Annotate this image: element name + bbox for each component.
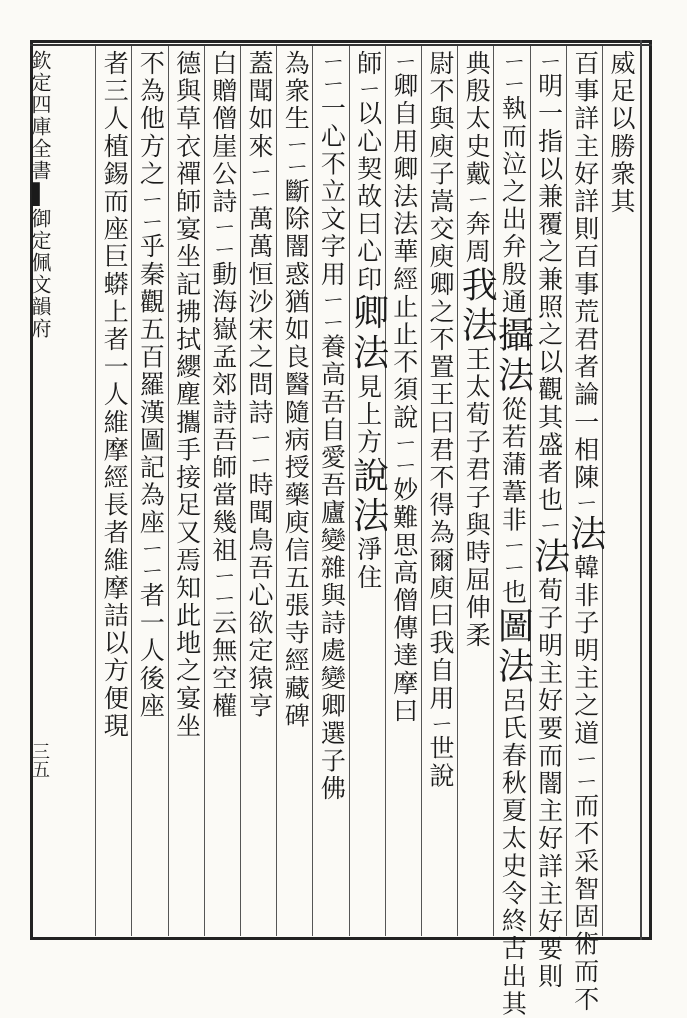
text-column (604, 50, 636, 216)
entry-heading: 卿 (347, 293, 389, 334)
column-text: 見上方 (353, 373, 383, 457)
column-text: 尉不與庾子嵩交庾卿之不置王曰君不得為爾庾曰我自用ㄧ (426, 50, 455, 735)
book-title: 欽定四庫全書 (28, 50, 52, 182)
column-text: 用ㄧㄧ養高吾自愛吾廬 (317, 260, 347, 527)
column-text: 從若蒲葦非ㄧㄧ也 (498, 396, 528, 607)
column-rule (95, 46, 96, 936)
text-column (278, 50, 310, 730)
column-text: 荀子明主好要而闇主好詳主好要則 (534, 576, 564, 991)
volume-title: 御定佩文韻府 (28, 208, 52, 340)
page-number: 三五 (29, 742, 50, 778)
column-text: 威足以勝衆其 (607, 50, 636, 216)
column-text: 典殷太史戴ㄧ奔周 (462, 50, 492, 266)
entry-heading: 法 (564, 514, 606, 555)
column-text: 韓非子明主之道ㄧㄧ而不采智固術而不 (570, 554, 600, 1014)
column-rule (421, 46, 422, 936)
text-column (133, 50, 165, 720)
separator-mark: ▌ (28, 182, 52, 208)
column-rule (204, 46, 205, 936)
column-text: 王太 (462, 345, 492, 402)
column-text: 百事詳主好詳則百事荒君者論一相陳 (570, 50, 600, 492)
entry-heading: 圖 (492, 606, 534, 647)
text-column (97, 50, 129, 740)
column-rule (131, 46, 132, 936)
column-text: 蓋聞如來ㄧㄧ萬萬恒沙宋之問詩ㄧㄧ時聞鳥吾心欲定猿亨 (245, 50, 274, 720)
column-rule (457, 46, 458, 936)
entry-heading: 法 (347, 496, 389, 537)
column-text: 子佛 (317, 747, 347, 803)
column-rule (530, 46, 531, 936)
column-rule (240, 46, 241, 936)
text-column (387, 50, 419, 725)
entry-heading: 法 (492, 356, 534, 396)
column-text: 世說 (426, 735, 455, 791)
column-text: 者三人植錫而座巨蟒上者一人維摩經長者維摩詰以方便現 (100, 50, 130, 740)
column-text: 荀子君子與時屈伸柔 (462, 401, 492, 650)
entry-heading: 法 (456, 305, 498, 346)
frame-inner-line (640, 40, 642, 940)
text-column (170, 50, 202, 740)
text-column (456, 50, 498, 650)
text-column (314, 50, 346, 803)
column-text: 變雜與詩處變卿選 (317, 526, 347, 748)
column-rule (312, 46, 313, 936)
column-rule (276, 46, 277, 936)
column-rule (168, 46, 169, 936)
column-text: 呂氏春秋夏太史令終古出其 (498, 686, 528, 1018)
text-column (423, 50, 455, 790)
entry-heading: 法 (528, 536, 570, 577)
text-column (564, 50, 606, 1014)
column-text: 師ㄧ以心契故曰心印 (353, 50, 383, 294)
column-text: 白贈僧崖公詩ㄧㄧ動海嶽孟郊詩吾師當幾祖ㄧㄧ云無空權 (208, 50, 238, 720)
column-text: 為衆生ㄧㄧ斷除闇惑猶如良醫隨病授藥庾信五張寺經藏碑 (281, 50, 311, 730)
column-text: ㄧ明一指以兼覆之兼照之以觀其盛者也 (534, 50, 564, 515)
column-text: 德與草衣禪師宴坐記拂拭纓塵攜手接足又焉知此地之宴坐 (172, 50, 202, 740)
column-rule (566, 46, 567, 936)
column-text: 淨住 (353, 536, 383, 592)
text-column (206, 50, 238, 720)
column-text: ㄧ卿自用卿法法華經止止不須說ㄧㄧ妙難思高僧傳達摩曰 (389, 50, 419, 725)
text-column (528, 50, 570, 991)
text-column (492, 50, 534, 1018)
column-text: ㄧ (534, 514, 564, 537)
entry-heading: 我 (456, 265, 498, 306)
entry-heading: 說 (347, 456, 389, 497)
entry-heading: 攝 (492, 316, 534, 356)
entry-heading: 法 (347, 333, 389, 374)
text-column (347, 50, 389, 592)
column-text: ㄧ (570, 491, 600, 515)
column-rule (493, 46, 494, 936)
frame-inner-line (30, 44, 652, 46)
margin-title (30, 50, 52, 340)
entry-heading: 法 (492, 646, 534, 687)
column-text: ㄧㄧ執而泣之出弁殷通 (498, 50, 528, 316)
column-text: ㄧㄧ一心不立文字 (317, 50, 347, 261)
text-column (242, 50, 274, 720)
column-text: 不為他方之ㄧㄧ乎秦觀五百羅漢圖記為座ㄧㄧ者一人後座 (136, 50, 166, 720)
column-rule (602, 46, 603, 936)
